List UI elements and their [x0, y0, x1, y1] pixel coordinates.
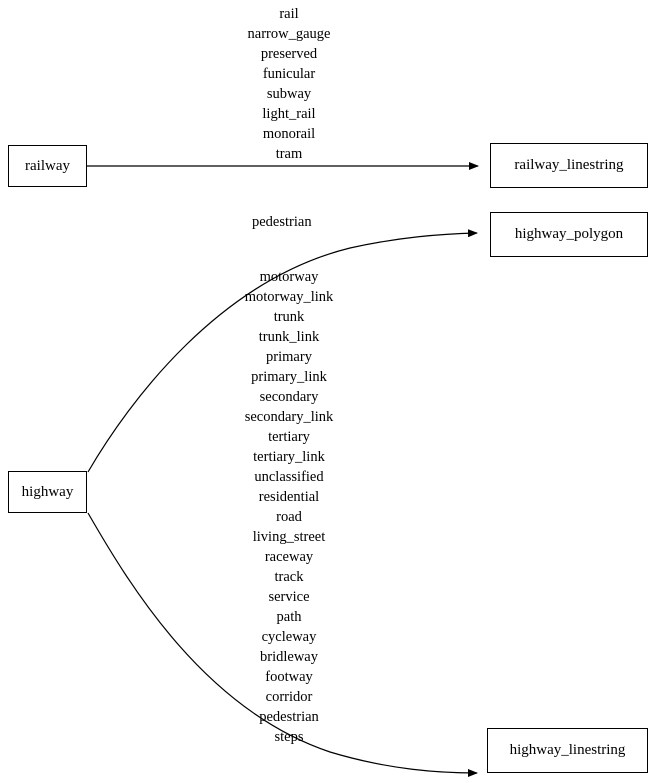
node-railway-label: railway — [25, 157, 70, 174]
edge-label: pedestrian — [252, 214, 312, 230]
node-highway-linestring-label: highway_linestring — [509, 742, 626, 758]
edge-labels-railway-to-railway-linestring — [209, 4, 369, 164]
node-highway[interactable] — [8, 471, 87, 513]
edge-label: footway — [265, 669, 313, 685]
edge-label: track — [274, 569, 304, 585]
edge-label: rail — [279, 6, 299, 22]
edge-label: tram — [275, 146, 303, 162]
edge-label: monorail — [262, 126, 316, 142]
edge-label: motorway_link — [244, 289, 334, 305]
node-highway-linestring[interactable] — [487, 728, 648, 773]
edge-label: motorway — [259, 269, 319, 285]
edge-labels-highway-to-highway-polygon — [252, 212, 312, 232]
edge-label: primary — [266, 349, 312, 365]
edge-label: preserved — [260, 46, 318, 62]
edge-label: bridleway — [260, 649, 318, 665]
edge-label: living_street — [252, 529, 326, 545]
edge-label: secondary — [259, 389, 319, 405]
edge-label: secondary_link — [244, 409, 334, 425]
edge-label: corridor — [265, 689, 313, 705]
edge-label: pedestrian — [259, 709, 319, 725]
edge-labels-highway-to-highway-linestring — [209, 267, 369, 747]
edge-label: steps — [274, 729, 304, 745]
edge-label: funicular — [262, 66, 316, 82]
edge-label: light_rail — [262, 106, 316, 122]
node-highway-polygon-label: highway_polygon — [514, 226, 624, 242]
node-highway-polygon[interactable] — [490, 212, 648, 257]
edge-label: narrow_gauge — [247, 26, 331, 42]
edge-label: tertiary_link — [253, 449, 325, 465]
edge-label: road — [276, 509, 302, 525]
edge-label: tertiary — [268, 429, 310, 445]
edge-label: raceway — [264, 549, 314, 565]
node-railway[interactable] — [8, 145, 87, 187]
edge-label: path — [276, 609, 302, 625]
edge-label: unclassified — [254, 469, 324, 485]
node-railway-linestring[interactable] — [490, 143, 648, 188]
edge-label: subway — [266, 86, 312, 102]
edge-label: trunk — [273, 309, 305, 325]
edge-label: cycleway — [261, 629, 317, 645]
edge-label: residential — [258, 489, 320, 505]
edge-label: primary_link — [251, 369, 327, 385]
node-highway-label: highway — [21, 483, 74, 500]
edge-label: trunk_link — [258, 329, 320, 345]
node-railway-linestring-label: railway_linestring — [514, 157, 624, 173]
edge-label: service — [268, 589, 310, 605]
